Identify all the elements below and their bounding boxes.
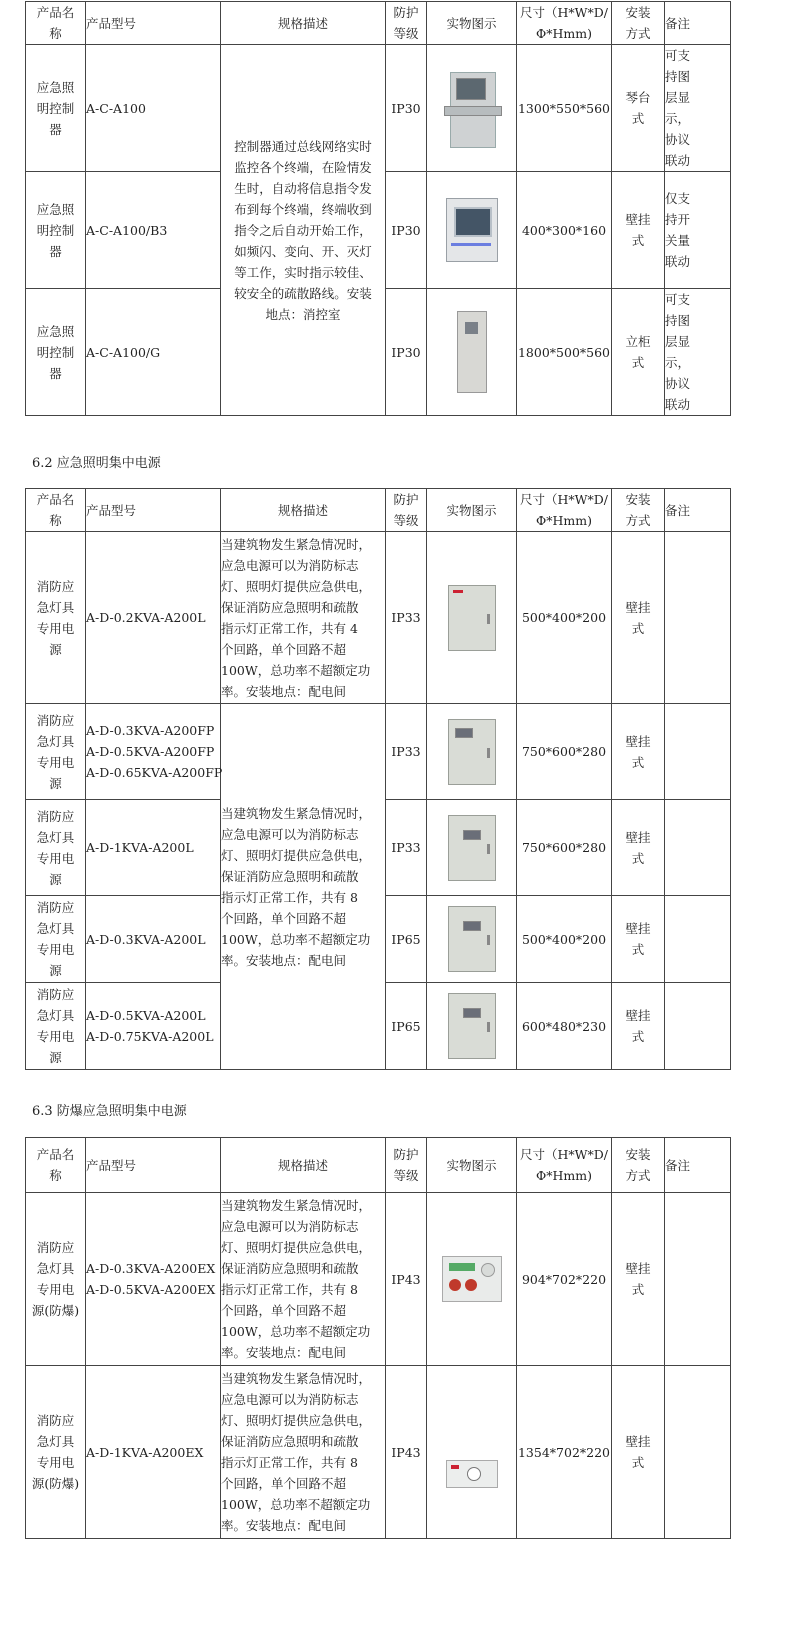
- mount-type: 壁挂 式: [612, 983, 665, 1070]
- product-name: 消防应 急灯具 专用电 源: [26, 532, 86, 704]
- ip-rating: IP43: [386, 1193, 427, 1366]
- mount-type: 壁挂 式: [612, 532, 665, 704]
- console-cabinet-photo: [444, 68, 500, 148]
- header-note: 备注: [665, 1138, 731, 1193]
- mount-type: 立柜 式: [612, 289, 665, 416]
- mount-type: 壁挂 式: [612, 1193, 665, 1366]
- product-image: [427, 1193, 517, 1366]
- product-model: A-D-0.3KVA-A200EX A-D-0.5KVA-A200EX: [86, 1193, 221, 1366]
- product-name: 应急照 明控制 器: [26, 45, 86, 172]
- ip-rating: IP43: [386, 1366, 427, 1539]
- header-mount: 安装 方式: [612, 2, 665, 45]
- product-name: 消防应 急灯具 专用电 源(防爆): [26, 1193, 86, 1366]
- power-cabinet-photo: [448, 815, 496, 881]
- dimensions: 1354*702*220: [517, 1366, 612, 1539]
- table-row: [26, 1366, 731, 1539]
- power-cabinet-photo: [448, 906, 496, 972]
- ip-rating: IP30: [386, 172, 427, 289]
- power-cabinet-photo: [448, 719, 496, 785]
- dimensions: 750*600*280: [517, 704, 612, 800]
- product-name: 消防应 急灯具 专用电 源: [26, 800, 86, 896]
- header-model: 产品型号: [86, 2, 221, 45]
- product-name: 应急照 明控制 器: [26, 289, 86, 416]
- ip-rating: IP30: [386, 45, 427, 172]
- section-heading: 6.3 防爆应急照明集中电源: [32, 1104, 187, 1119]
- dimensions: 500*400*200: [517, 532, 612, 704]
- explosion-proof-table: [25, 1137, 731, 1539]
- header-note: 备注: [665, 2, 731, 45]
- header-ip: 防护 等级: [386, 1138, 427, 1193]
- header-desc: 规格描述: [221, 1138, 386, 1193]
- header-row: [26, 1138, 731, 1193]
- explosion-proof-box-photo: [442, 1256, 502, 1302]
- product-model: A-D-1KVA-A200EX: [86, 1366, 221, 1539]
- product-image: [427, 896, 517, 983]
- header-img: 实物图示: [427, 489, 517, 532]
- ip-rating: IP33: [386, 800, 427, 896]
- note: [665, 1193, 731, 1366]
- product-model: A-D-0.3KVA-A200FP A-D-0.5KVA-A200FP A-D-0.65KVA-A200FP: [86, 704, 221, 800]
- mount-type: 壁挂 式: [612, 800, 665, 896]
- product-model: A-D-0.2KVA-A200L: [86, 532, 221, 704]
- product-model: A-C-A100: [86, 45, 221, 172]
- note: 可支 持图 层显 示， 协议 联动: [665, 45, 731, 172]
- ip-rating: IP65: [386, 896, 427, 983]
- product-image: [427, 172, 517, 289]
- note: [665, 983, 731, 1070]
- header-note: 备注: [665, 489, 731, 532]
- dimensions: 1800*500*560: [517, 289, 612, 416]
- floor-cabinet-photo: [457, 311, 487, 393]
- header-ip: 防护 等级: [386, 2, 427, 45]
- dimensions: 500*400*200: [517, 896, 612, 983]
- product-model: A-D-0.5KVA-A200L A-D-0.75KVA-A200L: [86, 983, 221, 1070]
- note: [665, 800, 731, 896]
- product-image: [427, 704, 517, 800]
- note: [665, 704, 731, 800]
- product-name: 消防应 急灯具 专用电 源(防爆): [26, 1366, 86, 1539]
- header-row: [26, 2, 731, 45]
- ip-rating: IP33: [386, 532, 427, 704]
- header-name: 产品名 称: [26, 1138, 86, 1193]
- product-image: [427, 289, 517, 416]
- mount-type: 壁挂 式: [612, 172, 665, 289]
- note: [665, 896, 731, 983]
- power-cabinet-photo: [448, 585, 496, 651]
- dimensions: 904*702*220: [517, 1193, 612, 1366]
- ip-rating: IP30: [386, 289, 427, 416]
- product-image: [427, 45, 517, 172]
- header-model: 产品型号: [86, 1138, 221, 1193]
- header-mount: 安装 方式: [612, 489, 665, 532]
- note: 仅支 持开 关量 联动: [665, 172, 731, 289]
- header-desc: 规格描述: [221, 489, 386, 532]
- spec-description: 当建筑物发生紧急情况时， 应急电源可以为消防标志 灯、照明灯提供应急供电， 保证消防应急照明和疏散 指示灯正常工作，共有 8 个回路，单个回路不超 100W，总功率不超额定功 率。安装地点：配电间: [221, 1366, 386, 1539]
- header-row: [26, 489, 731, 532]
- explosion-proof-box-small-photo: [446, 1460, 498, 1488]
- header-size: 尺寸（H*W*D/ Φ*Hmm): [517, 489, 612, 532]
- product-model: A-D-1KVA-A200L: [86, 800, 221, 896]
- ip-rating: IP33: [386, 704, 427, 800]
- product-model: A-D-0.3KVA-A200L: [86, 896, 221, 983]
- power-supply-table: [25, 488, 731, 1070]
- header-size: 尺寸（H*W*D/ Φ*Hmm): [517, 2, 612, 45]
- product-image: [427, 1366, 517, 1539]
- dimensions: 750*600*280: [517, 800, 612, 896]
- spec-description: 当建筑物发生紧急情况时， 应急电源可以为消防标志 灯、照明灯提供应急供电， 保证消防应急照明和疏散 指示灯正常工作，共有 8 个回路，单个回路不超 100W，总功率不超额定功 率。安装地点：配电间: [221, 704, 386, 1070]
- dimensions: 400*300*160: [517, 172, 612, 289]
- product-model: A-C-A100/G: [86, 289, 221, 416]
- header-model: 产品型号: [86, 489, 221, 532]
- mount-type: 壁挂 式: [612, 1366, 665, 1539]
- controller-table: [25, 1, 731, 416]
- header-mount: 安装 方式: [612, 1138, 665, 1193]
- product-name: 应急照 明控制 器: [26, 172, 86, 289]
- spec-description: 当建筑物发生紧急情况时， 应急电源可以为消防标志 灯、照明灯提供应急供电， 保证消防应急照明和疏散 指示灯正常工作，共有 4 个回路，单个回路不超 100W，总功率不超额定功 率。安装地点：配电间: [221, 532, 386, 704]
- spec-description: 当建筑物发生紧急情况时， 应急电源可以为消防标志 灯、照明灯提供应急供电， 保证消防应急照明和疏散 指示灯正常工作，共有 8 个回路，单个回路不超 100W，总功率不超额定功 率。安装地点：配电间: [221, 1193, 386, 1366]
- mount-type: 壁挂 式: [612, 896, 665, 983]
- spec-description: 控制器通过总线网络实时 监控各个终端，在险情发 生时，自动将信息指令发 布到每个终端，终端收到 指令之后自动开始工作， 如频闪、变向、开、灭灯 等工作，实时指示较佳、 较安全的疏散路线。安装 地点：消控室: [221, 45, 386, 416]
- dimensions: 600*480*230: [517, 983, 612, 1070]
- ip-rating: IP65: [386, 983, 427, 1070]
- note: [665, 532, 731, 704]
- note: [665, 1366, 731, 1539]
- table-row: [26, 1193, 731, 1366]
- power-cabinet-photo: [448, 993, 496, 1059]
- product-image: [427, 532, 517, 704]
- header-ip: 防护 等级: [386, 489, 427, 532]
- header-size: 尺寸（H*W*D/ Φ*Hmm): [517, 1138, 612, 1193]
- product-name: 消防应 急灯具 专用电 源: [26, 983, 86, 1070]
- product-image: [427, 983, 517, 1070]
- product-name: 消防应 急灯具 专用电 源: [26, 896, 86, 983]
- wall-controller-photo: [446, 198, 498, 262]
- mount-type: 琴台 式: [612, 45, 665, 172]
- product-name: 消防应 急灯具 专用电 源: [26, 704, 86, 800]
- mount-type: 壁挂 式: [612, 704, 665, 800]
- header-name: 产品名 称: [26, 489, 86, 532]
- header-img: 实物图示: [427, 2, 517, 45]
- note: 可支 持图 层显 示， 协议 联动: [665, 289, 731, 416]
- dimensions: 1300*550*560: [517, 45, 612, 172]
- header-name: 产品名 称: [26, 2, 86, 45]
- table-row: [26, 704, 731, 800]
- table-row: [26, 45, 731, 172]
- product-model: A-C-A100/B3: [86, 172, 221, 289]
- section-heading: 6.2 应急照明集中电源: [32, 456, 161, 471]
- table-row: [26, 532, 731, 704]
- product-image: [427, 800, 517, 896]
- header-desc: 规格描述: [221, 2, 386, 45]
- header-img: 实物图示: [427, 1138, 517, 1193]
